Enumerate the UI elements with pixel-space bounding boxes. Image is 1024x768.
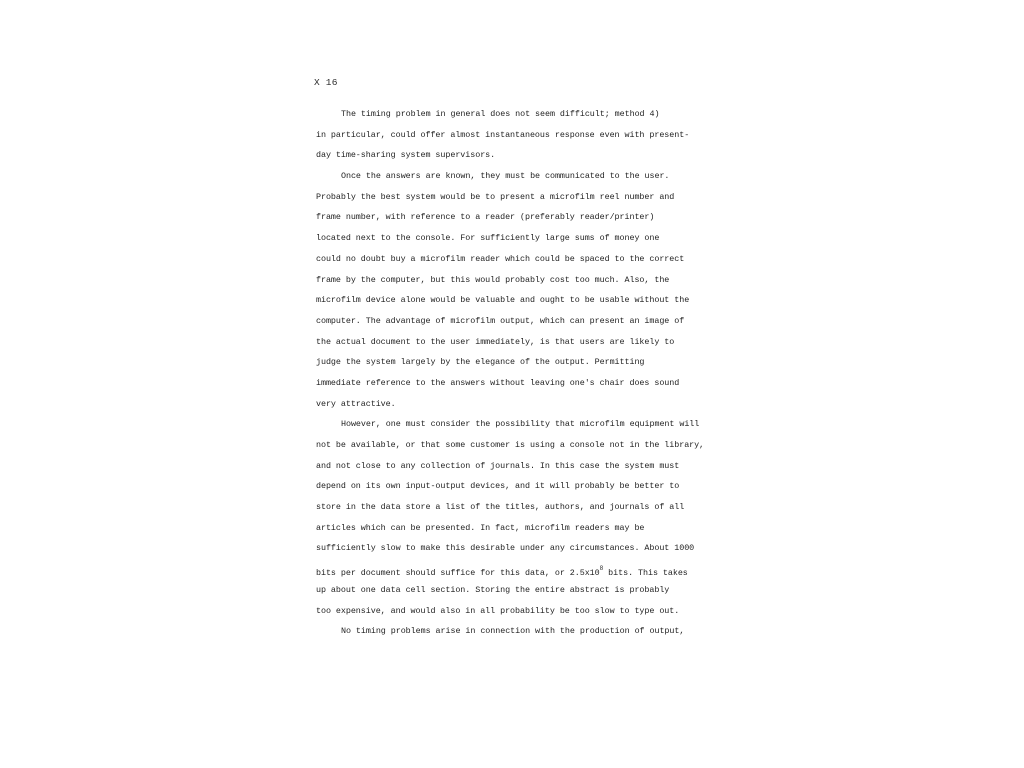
- text-line: [316, 394, 696, 415]
- text-line: [316, 290, 696, 311]
- text-line: [316, 373, 696, 394]
- text-line: [316, 497, 696, 518]
- text-line: [316, 435, 705, 456]
- text-line: [316, 228, 696, 249]
- text-line-content: The timing problem in general does not seem difficult; method 4): [341, 109, 660, 119]
- page-number: X 16: [314, 77, 338, 88]
- text-line-content: microfilm device alone would be valuable and ought to be usable without the: [316, 295, 690, 306]
- text-line: [316, 187, 696, 208]
- text-line-content: immediate reference to the answers without leaving one's chair does sound: [316, 377, 680, 388]
- text-line: [316, 311, 696, 332]
- text-line-content: judge the system largely by the elegance of the output. Permitting: [316, 357, 645, 368]
- text-line-content: located next to the console. For sufficiently large sums of money one: [316, 233, 660, 244]
- text-line: [316, 249, 696, 270]
- text-line-content: very attractive.: [316, 398, 396, 409]
- text-line-content: bits per document should suffice for this data, or 2.5x10: [316, 568, 600, 579]
- text-line-content: articles which can be presented. In fact, microfilm readers may be: [316, 522, 645, 533]
- text-line-content: frame number, with reference to a reader (preferably reader/printer): [316, 212, 655, 223]
- text-line-content: store in the data store a list of the titles, authors, and journals of all: [316, 502, 685, 513]
- text-line-content: No timing problems arise in connection with the production of output,: [341, 626, 685, 637]
- text-line: [316, 580, 696, 601]
- text-line-content: However, one must consider the possibility that microfilm equipment will: [341, 419, 700, 430]
- text-line: [316, 104, 696, 125]
- text-line-content: in particular, could offer almost instantaneous response even with present-: [316, 129, 690, 140]
- text-line: [316, 207, 696, 228]
- text-line-content: computer. The advantage of microfilm output, which can present an image of: [316, 315, 685, 326]
- text-line: [316, 166, 696, 187]
- text-line: [316, 456, 696, 477]
- text-line: [316, 125, 696, 146]
- text-line: [316, 476, 696, 497]
- superscript: 8: [599, 565, 604, 573]
- text-line: [316, 621, 696, 642]
- text-line-content: Probably the best system would be to present a microfilm reel number and: [316, 191, 675, 202]
- text-line-content: sufficiently slow to make this desirable under any circumstances. About 1000: [316, 543, 695, 554]
- text-line: [316, 559, 696, 580]
- text-line-content: up about one data cell section. Storing the entire abstract is probably: [316, 584, 670, 595]
- text-line-content: too expensive, and would also in all probability be too slow to type out.: [316, 605, 680, 616]
- text-line-content: and not close to any collection of journals. In this case the system must: [316, 460, 680, 471]
- text-line: [316, 601, 696, 622]
- text-line-continuation: bits. This takes: [603, 568, 688, 579]
- text-line-content: could no doubt buy a microfilm reader which could be spaced to the correct: [316, 253, 685, 264]
- text-line-content: day time-sharing system supervisors.: [316, 150, 496, 161]
- body-text: [316, 104, 705, 642]
- text-line-content: the actual document to the user immediately, is that users are likely to: [316, 336, 675, 347]
- text-line-content: depend on its own input-output devices, and it will probably be better to: [316, 481, 680, 492]
- text-line: [316, 414, 700, 435]
- text-line-content: Once the answers are known, they must be communicated to the user.: [341, 171, 670, 182]
- text-line: [316, 518, 696, 539]
- text-line: [316, 145, 696, 166]
- text-line: [316, 332, 696, 353]
- text-line-content: not be available, or that some customer is using a console not in the library,: [316, 440, 705, 450]
- text-line-content: frame by the computer, but this would probably cost too much. Also, the: [316, 274, 670, 285]
- text-line: [316, 538, 696, 559]
- text-line: [316, 352, 696, 373]
- text-line: [316, 270, 696, 291]
